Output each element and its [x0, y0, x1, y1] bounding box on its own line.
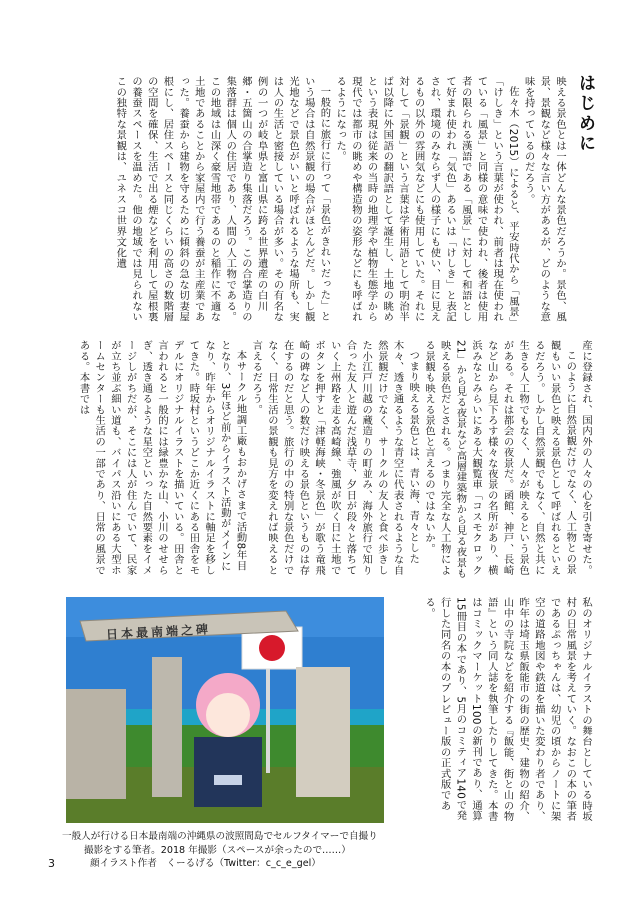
caption-line: 撮影をする筆者。2018 年撮影（スペースが余ったので……）: [84, 844, 351, 856]
paragraph: 私のオリジナルイラストの舞台としている時坂村の日常風景を考えていく。なおこの本の筆者であるぷっちゃんは、幼児の頃からノートに架空の道路地図や鉄道を描いた変わり者であり、昨年は埼玉県飯能市の街の歴史、建物の紹介、山中の寺院などを紹介する『飯能、街と山の物語』という同人誌を執筆したりしてきた。本書はコミックマーケット100の新刊であり、通算15冊目の本であり、5月のコミティア140で発行した同名の本のプレビュー版の正式版である。: [422, 597, 592, 822]
photo-caption: [62, 830, 392, 871]
page-number: 3: [48, 857, 55, 870]
page-title: はじめに: [575, 74, 595, 154]
paragraph: このように自然景観だけでなく、人工物との景観もいい景色と映える景色として呼ばれるといえるだろう。しかし自然景観でもなく、自然と共に生きる人工物でもなく、人々が映えるという景色がある。それは都会の夜景だ。函館、神戸、長崎など山から見下ろす様々な夜景の名所があり、横浜みなとみらいにある大観覧車「コスモクロック21」から見る夜景など高層建築物から見る夜景も映える景色だとされる。つまり完全な人工物による景観も映える景色と言えるのではないか。: [422, 340, 577, 579]
photo-southernmost-monument: [66, 597, 384, 823]
section-closing: [422, 597, 593, 829]
section-intro: [62, 76, 567, 328]
caption-line: 一般人が行ける日本最南端の沖縄県の波照間島でセルフタイマーで自撮り: [62, 831, 378, 842]
paragraph: 産に登録され、国内外の人々の心を引き寄せた。: [580, 340, 592, 576]
paragraph: 映える景色とは一体どんな景色だろうか。景色、風景、景観など様々な言い方があるが、どのような意味を持っているのだろう。: [522, 76, 566, 323]
caption-line: 顔イラスト作者 くーるげる（Twitter：c_c_e_gel）: [90, 858, 321, 870]
section-middle: [62, 340, 593, 580]
paragraph: 佐々木（2015）によると、平安時代から「風景」「けしき」という言葉が使われ、前者は現在使われている「風景」と同様の意味で使われ、後者は使用者の限られる漢語である「風景」に対して和語として好まれ使われ「気色」あるいは「けしき」と表記され、環境のみならず人の様子にも使い、目に見えるもの以外の雰囲気などにも使用していた。それに対して「景観」という言葉は学術用語として明治半ば以降に外国語の翻訳語として誕生し、土地の眺めという表現は従来の当時の地理学や植物生態学から現代では都市の眺めや構造物の姿形などにも呼ばれるようになった。: [334, 76, 519, 323]
monument-inscription: 日本最南端之碑: [105, 622, 212, 642]
paragraph: つまり映える景色とは、青い海、青々とした木々、透き通るような青空に代表されるような自然景観だけでなく、サークルの友人と食べ歩きした小江戸川越の蔵造りの町並み、海外旅行で知り合った友人と遊んだ浅草寺、夕日が段々と落ちていく上州路を走る高崎線、強風が吹く日に土地でボタンを押すと「津軽海峡・冬景色」が歌う竜飛崎の碑など人の数だけ映える景色というものは存在するのだと思う。旅行の中の特別な景色だけでなく、日常生活の景観も見方を変えれば映えると言えるだろう。: [250, 340, 420, 576]
paragraph: 本サークル地調工廠もおかげさまで活動8年目となり、3年ほど前からイラスト活動がメインになり、昨年からオリジナルイラストに軸足を移してきた。時坂村というどこか近くにある田舎をモデルにオリジナルイラストを描いている。田舎と言われると一般的には緑豊かな山、小川のせせらぎ、透き通るような星空といった自然要素をイメージしがちだが、そこには人が住んでいて、民家が立ち並ぶ細い道も、バイパス沿いにある大型ホームセンターも生活の一部であり、日常の風景である。本書では: [77, 340, 247, 576]
paragraph: 一般的に旅行に行って「景色がきれいだった」という場合は自然景観の場合がほとんどだ。しかし観光地などで景色がいいと呼ばれるような場所も、実は人の生活と密接している場合が多い。その有名な例の一つが岐阜県と富山県に跨る世界遺産の白川郷・五箇山の合掌造り集落だろう。この合掌造りの集落群は個人の住居であり、人間の人工物である。この地域は山深く豪雪地帯であるのと稲作に不適な土地であることから家屋内で行う養蚕が主産業であった。養蚕から建物を守るために傾斜の急な切妻屋根にし、居住スペースと同じくらいの高さの数階層の空間を確保、生活で出る煙などを利用して屋根裏の養蚕スペースを温めた。他の地域では見られないこの独特な景観は、ユネスコ世界文化遺: [114, 76, 331, 323]
